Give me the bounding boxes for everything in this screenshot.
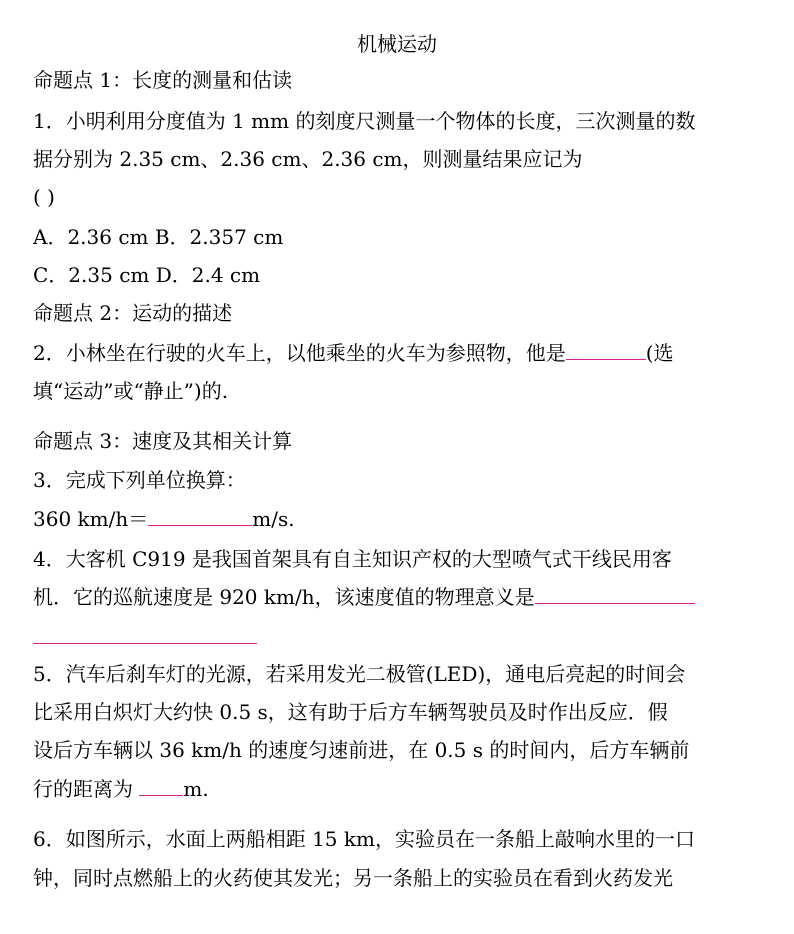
q2-line-1 <box>33 339 774 367</box>
q2-text-before-blank: 2．小林坐在行驶的火车上，以他乘坐的火车为参照物，他是 <box>33 341 566 365</box>
q5-line-1: 5．汽车后刹车灯的光源，若采用发光二极管(LED)，通电后亮起的时间会 <box>33 662 686 686</box>
q4-line-2 <box>33 583 774 611</box>
q1-line-1: 1．小明利用分度值为 1 mm 的刻度尺测量一个物体的长度，三次测量的数 <box>33 109 696 133</box>
page-title: 机械运动 <box>357 32 437 56</box>
q5-line-2: 比采用白炽灯大约快 0.5 s，这有助于后方车辆驾驶员及时作出反应．假 <box>33 700 668 724</box>
q3-line-2 <box>33 505 774 533</box>
q5-text-before-blank: 行的距离为 <box>33 777 140 801</box>
section-heading-1: 命题点 1：长度的测量和估读 <box>33 68 293 92</box>
q5-line-3: 设后方车辆以 36 km/h 的速度匀速前进，在 0.5 s 的时间内，后方车辆前 <box>33 738 690 762</box>
q6-line-1: 6．如图所示，水面上两船相距 15 km，实验员在一条船上敲响水里的一口 <box>33 827 695 851</box>
q3-line-1: 3．完成下列单位换算： <box>33 468 246 492</box>
q5-line-4 <box>33 775 774 803</box>
q3-answer-blank[interactable] <box>148 505 252 526</box>
section-heading-2: 命题点 2：运动的描述 <box>33 301 233 325</box>
section-heading-3: 命题点 3：速度及其相关计算 <box>33 429 293 453</box>
q5-text-after-blank: m. <box>183 777 209 801</box>
q1-answer-paren: ( ) <box>33 185 55 209</box>
q2-line-2: 填“运动”或“静止”)的. <box>33 379 229 403</box>
q3-text-before-blank: 360 km/h＝ <box>33 507 149 531</box>
q5-answer-blank[interactable] <box>139 775 183 796</box>
q2-answer-blank[interactable] <box>566 339 646 360</box>
q4-text-before-blank: 机．它的巡航速度是 920 km/h，该速度值的物理意义是 <box>33 585 535 609</box>
q3-text-after-blank: m/s. <box>252 507 295 531</box>
q6-line-2: 钟，同时点燃船上的火药使其发光；另一条船上的实验员在看到火药发光 <box>33 866 673 890</box>
q4-answer-blank-part-1[interactable] <box>535 583 695 604</box>
q2-text-after-blank: (选 <box>645 341 674 365</box>
q4-answer-blank-part-2[interactable] <box>33 643 257 644</box>
q1-options-c-d: C．2.35 cm D．2.4 cm <box>33 263 261 287</box>
q1-options-a-b: A．2.36 cm B．2.357 cm <box>33 225 284 249</box>
q1-line-2: 据分别为 2.35 cm、2.36 cm、2.36 cm，则测量结果应记为 <box>33 147 583 171</box>
q4-line-1: 4．大客机 C919 是我国首架具有自主知识产权的大型喷气式干线民用客 <box>33 547 672 571</box>
